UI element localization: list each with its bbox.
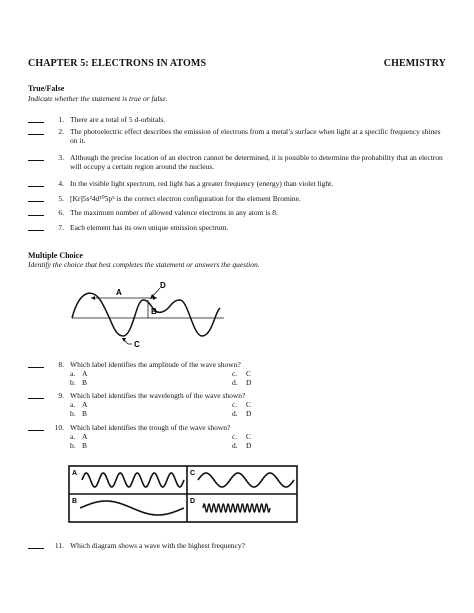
choice-letter: a. [70,432,76,441]
choice-letter: a. [70,400,76,409]
choice-letter: d. [232,441,238,450]
question-text: Which label identifies the wavelength of the wave shown? [70,391,246,400]
wave-b [80,501,184,515]
true-false-instruction: Indicate whether the statement is true or false. [28,94,168,103]
choice-value[interactable]: A [82,400,88,409]
wave-label-a: A [116,288,122,297]
question-text: Which diagram shows a wave with the highest frequency? [70,541,245,550]
question-text: There are a total of 5 d-orbitals. [70,115,166,124]
wave-c [198,473,294,487]
question-text: The maximum number of allowed valence electrons in any atom is 8. [70,208,278,217]
multiple-choice-title: Multiple Choice [28,251,83,260]
question-number: 2. [58,127,64,136]
choice-value[interactable]: B [82,441,88,450]
wave-label-c: C [134,340,140,349]
choice-letter: c. [232,369,238,378]
answer-blank[interactable] [28,541,44,549]
wave-a [82,473,184,487]
question-number: 9. [58,391,64,400]
question-number: 3. [58,153,64,162]
panel-label-a: A [72,470,78,477]
choice-letter: a. [70,369,76,378]
wave-d [203,504,270,512]
choice-letter: d. [232,409,238,418]
question-text: Which label identifies the amplitude of the wave shown? [70,360,241,369]
question-number: 4. [58,179,64,188]
choice-value[interactable]: D [246,409,252,418]
question-text: Although the precise location of an electron cannot be determined, it is possible to determine the probability that an electron will occupy a certain region around the nucleus. [70,153,443,171]
question-number: 11. [54,541,64,550]
choice-letter: b. [70,378,76,387]
choice-letter: c. [232,432,238,441]
choice-letter: d. [232,378,238,387]
choice-value[interactable]: A [82,369,88,378]
chapter-title: CHAPTER 5: ELECTRONS IN ATOMS [28,58,207,69]
choice-value[interactable]: D [246,441,252,450]
choice-letter: b. [70,409,76,418]
choice-letter: c. [232,400,238,409]
choice-value[interactable]: B [82,378,88,387]
panel-label-b: B [72,498,78,505]
question-number: 5. [58,194,64,203]
choice-value[interactable]: C [246,369,252,378]
question-number: 6. [58,208,64,217]
wave-label-b: B [151,307,157,316]
wave-label-d: D [160,281,166,290]
question-number: 10. [54,423,64,432]
multiple-choice-instruction: Identify the choice that best completes the statement or answers the question. [28,260,260,269]
question-text: [Kr]5s²4d¹⁰5p⁵ is the correct electron configuration for the element Bromine. [70,194,301,203]
choice-value[interactable]: C [246,432,252,441]
choice-letter: b. [70,441,76,450]
choice-value[interactable]: B [82,409,88,418]
question-text: Each element has its own unique emission spectrum. [70,223,229,232]
true-false-title: True/False [28,84,65,93]
choice-value[interactable]: C [246,400,252,409]
question-text: The photoelectric effect describes the emission of electrons from a metal’s surface when light at a specific frequency shines on it. [70,127,441,145]
question-number: 7. [58,223,64,232]
subject-title: CHEMISTRY [383,58,446,69]
question-text: Which label identifies the trough of the wave shown? [70,423,231,432]
choice-value[interactable]: D [246,378,252,387]
choice-value[interactable]: A [82,432,88,441]
panel-label-d: D [190,498,196,505]
question-number: 1. [58,115,64,124]
question-text: In the visible light spectrum, red light has a greater frequency (energy) than violet light. [70,179,334,188]
panel-label-c: C [190,470,196,477]
question-number: 8. [58,360,64,369]
